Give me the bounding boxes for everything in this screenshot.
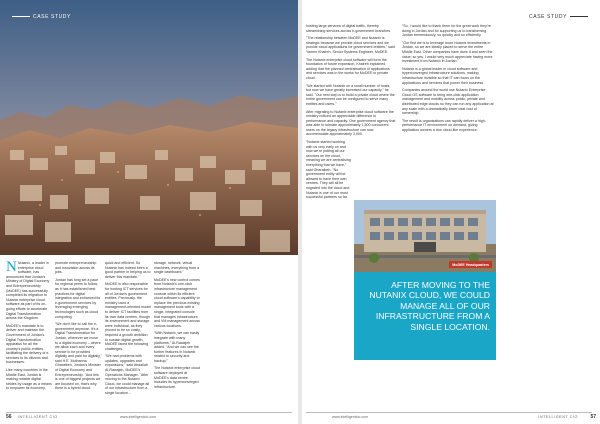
paragraph: Companies around the world use Nutanix Enterprise Cloud OS software to bring one-click application management and mobility across public, private and distributed edge clouds so they can run any application at any scale with a dramatically lower total cost of ownership. <box>402 88 494 116</box>
footer-rule <box>6 412 292 413</box>
footer-rule <box>306 412 592 413</box>
paragraph: storage, network, virtual machines, everything from a single dashboard." <box>154 261 200 275</box>
paragraph: The Nutanix enterprise cloud software deployed at MoDEE's data centre includes its hyperconverged infrastructure. <box>154 366 200 389</box>
right-page <box>302 0 600 424</box>
photo-caption: MoDEE Headquarters <box>449 261 492 268</box>
text-column-2 <box>55 261 102 394</box>
paragraph: Jordan has long set a pace for regional peers to follow, as it has established best practices for digital integration and enhanced its e-government services by leveraging emerging technologies such as cloud computing. <box>55 277 101 319</box>
paragraph: "We started with Nutanix on a small number of hosts, but now we have greatly increased our capacity," he said. "Our next step is to build a private cloud where the entire government can be configured to serve many entities and users." <box>306 83 395 106</box>
paragraph: MoDEE is also responsible for hosting ICT services for all of Jordan's government entities. Previously, the ministry used a management-oriented model to deliver ICT facilities from its own data centres, though its environment and storage were individual, as they proved to be so costly, required a growth ambition to sustain digital growth, MoDEE faced the following challenges. <box>105 282 151 351</box>
tag-bar <box>12 16 30 17</box>
tag-bar <box>570 16 588 17</box>
text-column-3 <box>105 261 151 399</box>
amman-skyline-image <box>0 0 298 255</box>
right-footer <box>302 412 600 424</box>
page-number: 56 <box>6 414 12 420</box>
paragraph: The result is organisations can rapidly deliver a high-performance IT environment on demand, giving application owners a true cloud-like experience. <box>402 118 486 132</box>
paragraph: promote entrepreneurship and innovation across its jobs. <box>55 261 97 275</box>
section-tag-label: CASE STUDY <box>529 14 567 20</box>
section-tag <box>529 14 588 20</box>
footer-brand: INTELLIGENT CIO <box>538 415 578 419</box>
section-tag-label: CASE STUDY <box>33 14 71 20</box>
drop-cap: N <box>6 259 17 275</box>
paragraph: "We had problems with updates, upgrades and expansions," said Abdallah Al-Rawajeh, MoDEE's Operations Manager. "After moving to the Nutanix Cloud, we could manage all of our infrastructure from a single location – <box>105 354 150 396</box>
paragraph: MoDEE's mandate is to deliver and maintain the Government of Jordan's Digital Transformation apparatus for all the country's public entities, facilitating the delivery of e-services to its citizens and businesses. <box>6 323 50 365</box>
building-photo <box>354 200 496 272</box>
paragraph: "So, I would like to thank them for the great work they're doing in Jordan and for supporting us to transforming Jordan tremendously, so quickly and so efficiently. <box>402 24 491 38</box>
paragraph: "With Nutanix, we can easily integrate with many platforms," Al-Rawajeh added. "And we can see the further features in Nutanix related to security and backup." <box>154 331 200 363</box>
pull-quote-text: AFTER MOVING TO THE NUTANIX CLOUD, WE COULD MANAGE ALL OF OUR INFRASTRUCTURE FROM A SINGLE LOCATION. <box>369 280 490 332</box>
paragraph: The Nutanix enterprise cloud software will form the foundation of future expansion, Khaireh explained, adding that the planned centralisation of applications and services was in the works for MoDEE to private cloud. <box>306 57 390 80</box>
footer-url: www.intelligentcio.com <box>332 415 369 419</box>
left-footer <box>0 412 298 424</box>
paragraph: "Our first we is to leverage more Nutanix investments in Jordan, so we are ideally placed to serve the entire Middle East. Other companies have done it and seen the value; so yes, I would very much appreciate having more investment from Nutanix in Jordan." <box>402 40 493 64</box>
section-tag <box>12 14 71 20</box>
paragraph: quick and efficient. So Nutanix has indeed been a good partner in helping us to deliver this mandate." <box>105 261 151 279</box>
paragraph: MoDEE's new control comes from Nutanix's one-click infrastructure management console within its efficient cloud software's capability to replace the previous existing management tools with a single, integrated console that manages infrastructure, and VM management across various locations. <box>154 277 200 328</box>
paragraph: "The relationship between MoDEE and Nutanix is strategic because we provide cloud services and we provide cloud applications for government entities," said Yamen Khaireh, Senior Systems Engineer, MoDEE. <box>306 36 395 54</box>
text-column-4 <box>154 261 200 392</box>
footer-url: www.intelligentcio.com <box>120 415 157 419</box>
paragraph: After migrating to Nutanix enterprise cloud software the ministry noticed an appreciable difference in performance and capacity. One government agency that was able to tolerate approximately 1,500 concurrent users on the legacy infrastructure can now accommodate approximately 3,000. <box>306 109 396 137</box>
paragraph: "Nutanix started working with us very early on and now we're putting all our services on the cloud, meaning we are centralising everything that we have," said Gharaibeh. "No government entity will be allowed to have their own centres. They will all be migrated into the cloud and Nutanix is one of our most successful partners so far. <box>306 140 351 200</box>
text-column-1 <box>306 24 396 203</box>
text-column-1 <box>6 261 52 394</box>
paragraph-text: Nutanix, a leader in enterprise cloud software, has announced that Jordan's Ministry of Digital Economy and Entrepreneurship (MoDEE) has successfully completed its migration to Nutanix enterprise cloud software as part of its on-going efforts to accelerate Digital Transformation across the Kingdom. <box>6 261 50 321</box>
pull-quote-box <box>354 272 496 360</box>
paragraph: Nutanix is a global leader in cloud software and hyperconverged infrastructure solutions, making infrastructure invisible so that IT can focus on the applications and services that power their business. <box>402 66 485 85</box>
footer-brand: INTELLIGENT CIO <box>18 415 58 419</box>
paragraph <box>6 261 52 321</box>
paragraph: Like many countries in the Middle East, Jordan is making notable digital strides by usage as a means to empower its economy, <box>6 368 52 391</box>
page-number: 57 <box>590 414 596 420</box>
paragraph: "We don't like to call the e-government anymore. It's a Digital Transformation for Jordan, wherever we move to a digital economy – where we allow each and every service to be provided digitally and paid for digitally," said H.E. Muthanna Gharaibeh, Jordan's Minister of Digital Economy and Entrepreneurship. "And this is one of biggest projects we are focused on, that's why there is a hybrid cloud. <box>55 322 102 391</box>
text-column-2 <box>402 24 494 135</box>
paragraph: hosting large services of digital traffic, thereby streamlining services across e-government branches. <box>306 24 392 33</box>
city-photo <box>0 0 298 255</box>
